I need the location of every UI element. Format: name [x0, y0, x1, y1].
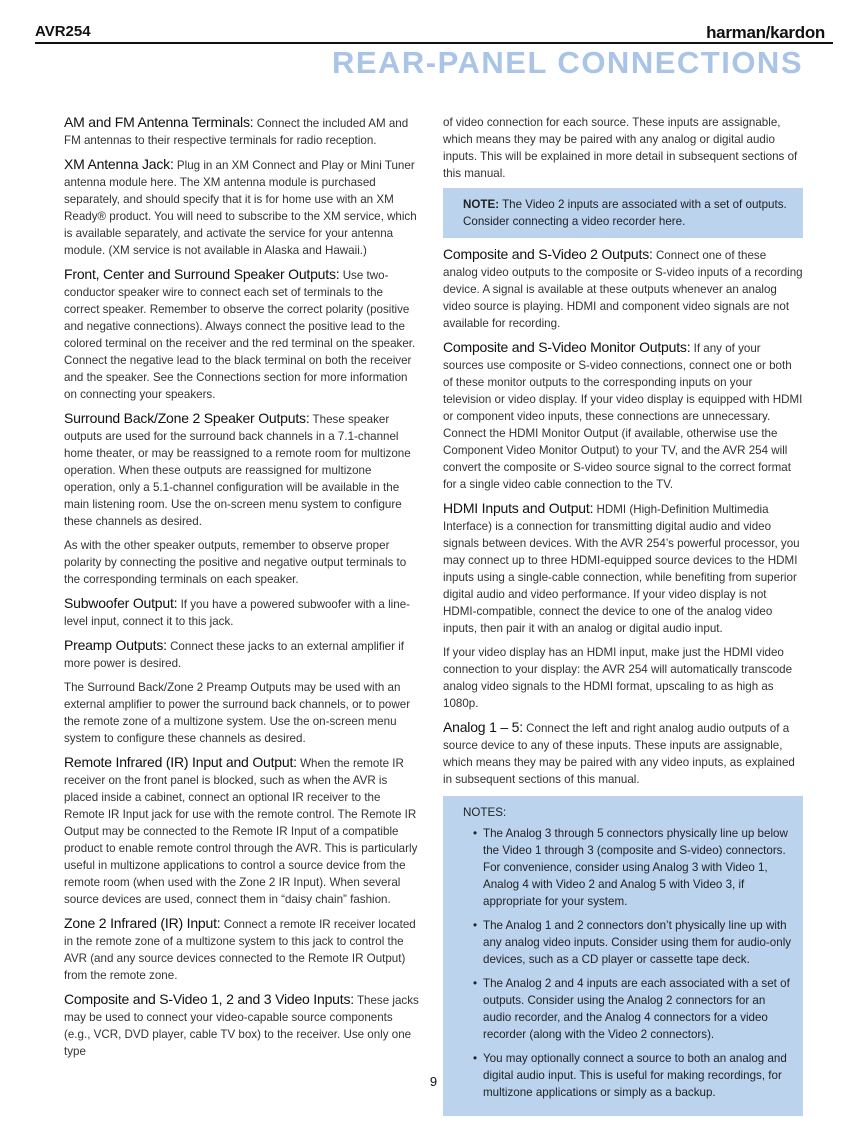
page-title: REAR-PANEL CONNECTIONS — [331, 45, 803, 80]
note-text: The Video 2 inputs are associated with a set of outputs. Consider connecting a video recorder here. — [463, 198, 787, 228]
paragraph-video-continuation — [443, 114, 803, 182]
paragraph-hdmi-display — [443, 644, 803, 712]
list-item: • The Analog 3 through 5 connectors physically line up below the Video 1 through 3 (composite and S-video) connectors. For convenience, consider using Analog 3 with Video 1, Analog 4 with Video 2 and Analog 5 with Video 3, if appropriate for your system. — [473, 825, 793, 910]
section-hdmi — [443, 500, 803, 637]
section-speaker-outputs — [64, 266, 421, 403]
section-body: Connect the left and right analog audio outputs of a source device to any of these inputs. These inputs are assignable, which means they may be paired with any video inputs, as explained in subsequent sections of this manual. — [443, 722, 795, 786]
brand-logo: harman/kardon — [706, 23, 825, 42]
paragraph-text: If your video display has an HDMI input, make just the HDMI video connection to your display: the AVR 254 will automatically transcode analog video signals to the HDMI format, upscaling to as high as 1080p. — [443, 646, 793, 710]
section-heading: XM Antenna Jack: — [64, 156, 174, 172]
list-item: • The Analog 1 and 2 connectors don’t physically line up with any analog video inputs. Consider using them for audio-only devices, such as a CD player or cassette tape deck. — [473, 917, 793, 968]
section-heading: Subwoofer Output: — [64, 595, 178, 611]
section-body: When the remote IR receiver on the front panel is blocked, such as when the AVR is placed inside a cabinet, connect an optional IR receiver to the Remote IR Input jack for use with the remote control. The Remote IR Output may be connected to the Remote IR Input of a compatible product to enable remote control through the AVR. This is particularly useful in multizone applications to control a source device from the remote room (when used with the Zone 2 IR Input). When several source devices are used, connect them in “daisy chain” fashion. — [64, 757, 418, 906]
section-body: These jacks may be used to connect your video-capable source components (e.g., VCR, DVD player, cable TV box) to the receiver. Use only one type — [64, 994, 419, 1058]
section-body: Use two-conductor speaker wire to connect each set of terminals to the correct speaker. Remember to observe the correct polarity (positive and negative connections). Always connect the positive lead to the colored terminal on the receiver and the red terminal on the speaker. Connect the negative lead to the black terminal on both the receiver and the speaker. See the Connections section for more information on connecting your speakers. — [64, 269, 416, 401]
paragraph-text: of video connection for each source. These inputs are assignable, which means they may be paired with any analog or digital audio inputs. This will be explained in more detail in subsequent sections of this manual. — [443, 116, 798, 180]
section-heading: Remote Infrared (IR) Input and Output: — [64, 754, 297, 770]
header-divider — [35, 42, 833, 44]
section-remote-ir — [64, 754, 421, 908]
section-heading: AM and FM Antenna Terminals: — [64, 114, 254, 130]
section-body: Connect one of these analog video outputs to the composite or S-video inputs of a recording device. A signal is available at these outputs whenever an analog video source is playing. HDMI and component video signals are not available for recording. — [443, 249, 803, 330]
section-heading: Composite and S-Video 2 Outputs: — [443, 246, 653, 262]
paragraph-text: As with the other speaker outputs, remember to observe proper polarity by connecting the positive and negative output terminals to the corresponding terminals on each speaker. — [64, 539, 407, 586]
section-heading: HDMI Inputs and Output: — [443, 500, 594, 516]
section-heading: Composite and S-Video 1, 2 and 3 Video Inputs: — [64, 991, 354, 1007]
paragraph-preamp-zone2 — [64, 679, 421, 747]
section-body: If you have a powered subwoofer with a line-level input, connect it to this jack. — [64, 598, 411, 628]
section-heading: Composite and S-Video Monitor Outputs: — [443, 339, 691, 355]
paragraph-polarity — [64, 537, 421, 588]
section-body: Plug in an XM Connect and Play or Mini Tuner antenna module here. The XM antenna module is purchased separately, and should specify that it is for home use with an XM Ready® product. You will need to subscribe to the XM service, which is available separately, and activate the service for your antenna module. (XM service is not available in Alaska and Hawaii.) — [64, 159, 417, 257]
list-item: • You may optionally connect a source to both an analog and digital audio input. This is useful for making recordings, for multizone applications or simply as a backup. — [473, 1050, 793, 1101]
section-body: Connect these jacks to an external amplifier if more power is desired. — [64, 640, 404, 670]
section-subwoofer-output — [64, 595, 421, 630]
section-analog-inputs — [443, 719, 803, 788]
section-body: These speaker outputs are used for the surround back channels in a 7.1-channel home theater, or may be reassigned to a remote room for multizone operation. When these outputs are reassigned for multizone operation, only a 5.1-channel configuration will be available in the main listening room. Use the on-screen menu system to configure these channels as desired. — [64, 413, 411, 528]
section-body: Connect the included AM and FM antennas to their respective terminals for radio reception. — [64, 117, 409, 147]
notes-list — [463, 825, 793, 1101]
note-label: NOTE: — [463, 198, 500, 211]
section-heading: Preamp Outputs: — [64, 637, 167, 653]
section-monitor-outputs — [443, 339, 803, 493]
paragraph-text: The Surround Back/Zone 2 Preamp Outputs may be used with an external amplifier to power the surround back channels, or to power the remote zone of a multizone system. Use the on-screen menu system to configure these channels as desired. — [64, 681, 411, 745]
right-column — [443, 114, 803, 1116]
left-column — [64, 114, 421, 1067]
section-heading: Zone 2 Infrared (IR) Input: — [64, 915, 221, 931]
section-zone2-ir — [64, 915, 421, 984]
section-preamp-outputs — [64, 637, 421, 672]
list-item: • The Analog 2 and 4 inputs are each associated with a set of outputs. Consider using the Analog 2 connectors for an audio recorder, and the Analog 4 connectors for a video recorder (along with the Video 2 connectors). — [473, 975, 793, 1043]
section-video2-outputs — [443, 246, 803, 332]
section-heading: Surround Back/Zone 2 Speaker Outputs: — [64, 410, 310, 426]
section-heading: Analog 1 – 5: — [443, 719, 523, 735]
section-body: Connect a remote IR receiver located in the remote zone of a multizone system to this jack to control the AVR (and any source devices connected to the Remote IR Output) from the remote zone. — [64, 918, 416, 982]
section-surround-back — [64, 410, 421, 530]
page-number: 9 — [429, 1074, 438, 1089]
section-heading: Front, Center and Surround Speaker Outputs: — [64, 266, 340, 282]
section-body: HDMI (High-Definition Multimedia Interface) is a connection for transmitting digital audio and video signals between devices. With the AVR 254’s powerful processor, you may connect up to three HDMI-equipped source devices to the HDMI inputs using a single-cable connection, while benefiting from superior digital audio and video performance. If your video display is not HDMI-compatible, connect the device to one of the analog video inputs, then pair it with an analog or digital audio input. — [443, 503, 800, 635]
section-am-fm-antenna — [64, 114, 421, 149]
section-video-inputs — [64, 991, 421, 1060]
model-name: AVR254 — [35, 23, 91, 40]
notes-title: NOTES: — [463, 806, 507, 819]
section-xm-antenna — [64, 156, 421, 259]
section-body: If any of your sources use composite or S-video connections, connect one or both of these monitor outputs to the corresponding inputs on your television or video display. If your video display is equipped with HDMI or component video inputs, these connections are unnecessary. Connect the HDMI Monitor Output (if available, otherwise use the Component Video Monitor Output) to your TV, and the AVR 254 will convert the composite or S-video source signal to the correct format for a single video cable connection to the TV. — [443, 342, 803, 491]
note-box — [443, 188, 803, 238]
notes-box — [443, 796, 803, 1116]
